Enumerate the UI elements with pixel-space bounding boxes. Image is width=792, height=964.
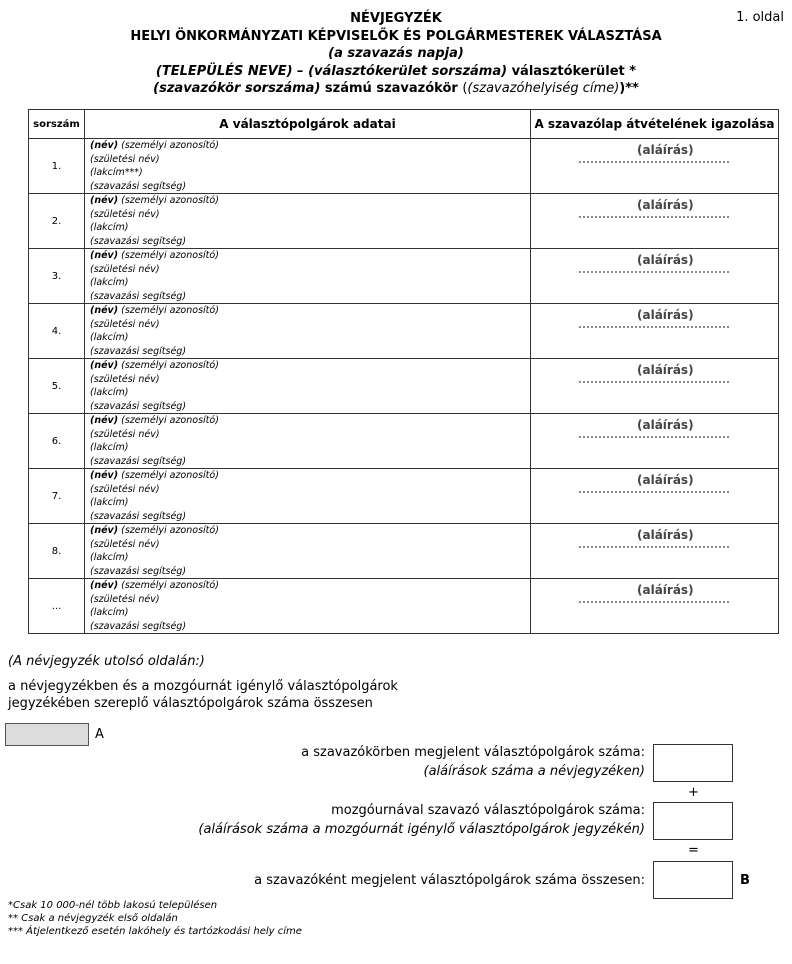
voter-id: (személyi azonosító): [118, 195, 219, 206]
voter-birth-name: (születési név): [90, 263, 160, 275]
voter-name: (név): [90, 305, 119, 316]
voter-name-line: [90, 524, 530, 538]
table-row: [29, 469, 779, 524]
mobile-ballot-label: mozgóurnával szavazó választópolgárok száma:: [331, 803, 645, 818]
voter-birth-name: (születési név): [90, 153, 160, 165]
table-row: [29, 249, 779, 304]
address-close: )**: [619, 81, 639, 96]
signature-line: [579, 216, 729, 218]
row-number: 5.: [29, 359, 85, 414]
equals-sign: =: [688, 843, 699, 858]
voter-name: (név): [90, 195, 119, 206]
voter-address: (lakcím): [90, 387, 129, 398]
voter-data-cell: [85, 139, 531, 194]
row-number: 3.: [29, 249, 85, 304]
table-row: [29, 524, 779, 579]
voter-birth-name: (születési név): [90, 208, 160, 220]
voter-id: (személyi azonosító): [118, 140, 219, 151]
voter-address: (lakcím): [90, 497, 129, 508]
voter-address: (lakcím***): [90, 167, 143, 178]
voter-birth-name: (születési név): [90, 483, 160, 495]
table-row: [29, 194, 779, 249]
voter-name-line: [90, 414, 530, 428]
voter-birth-name: (születési név): [90, 428, 160, 440]
document-header: [0, 10, 792, 98]
voter-assistance: (szavazási segítség): [90, 510, 187, 522]
row-number: 1.: [29, 139, 85, 194]
signature-label: (aláírás): [637, 583, 694, 597]
signature-cell[interactable]: [531, 249, 779, 304]
voter-id: (személyi azonosító): [118, 470, 219, 481]
voter-assistance: (szavazási segítség): [90, 455, 187, 467]
voter-birth-name: (születési név): [90, 373, 160, 385]
voter-id: (személyi azonosító): [118, 360, 219, 371]
mobile-count-box[interactable]: [653, 802, 733, 840]
signature-cell[interactable]: [531, 469, 779, 524]
label-b: B: [740, 873, 750, 888]
station-address: (szavazóhelyiség címe): [467, 81, 620, 96]
station-number: (szavazókör sorszáma): [153, 81, 321, 96]
row-number: ...: [29, 579, 85, 634]
voter-name-line: [90, 579, 530, 593]
voter-name: (név): [90, 360, 119, 371]
total-text-line2: jegyzékében szereplő választópolgárok száma összesen: [8, 696, 373, 711]
total-text-line1: a névjegyzékben és a mozgóurnát igénylő választópolgárok: [8, 679, 398, 694]
signature-cell[interactable]: [531, 579, 779, 634]
signature-line: [579, 546, 729, 548]
voter-assistance: (szavazási segítség): [90, 620, 187, 632]
signature-line: [579, 161, 729, 163]
voter-data-cell: [85, 249, 531, 304]
voter-name: (név): [90, 140, 119, 151]
signature-cell[interactable]: [531, 359, 779, 414]
table-row: [29, 579, 779, 634]
signature-line: [579, 326, 729, 328]
mobile-ballot-sublabel: (aláírások száma a mozgóurnát igénylő választópolgárok jegyzékén): [198, 822, 645, 837]
label-a: A: [95, 727, 104, 742]
voter-name: (név): [90, 415, 119, 426]
voter-name-line: [90, 139, 530, 153]
signature-label: (aláírás): [637, 418, 694, 432]
voter-name-line: [90, 194, 530, 208]
signature-cell[interactable]: [531, 414, 779, 469]
voter-address: (lakcím): [90, 332, 129, 343]
voter-id: (személyi azonosító): [118, 305, 219, 316]
table-row: [29, 359, 779, 414]
table-header-row: [29, 110, 779, 139]
voter-name-line: [90, 359, 530, 373]
row-number: 8.: [29, 524, 85, 579]
voter-name: (név): [90, 525, 119, 536]
voter-birth-name: (születési név): [90, 318, 160, 330]
polling-station-line: [0, 80, 792, 98]
total-appeared-label: a szavazóként megjelent választópolgárok száma összesen:: [254, 873, 645, 888]
row-number: 2.: [29, 194, 85, 249]
voter-name: (név): [90, 580, 119, 591]
voter-assistance: (szavazási segítség): [90, 400, 187, 412]
voter-name: (név): [90, 250, 119, 261]
signature-label: (aláírás): [637, 473, 694, 487]
voter-id: (személyi azonosító): [118, 580, 219, 591]
total-appeared-box[interactable]: [653, 861, 733, 899]
election-date: (a szavazás napja): [328, 46, 464, 61]
row-number: 6.: [29, 414, 85, 469]
appeared-sublabel: (aláírások száma a névjegyzéken): [423, 764, 645, 779]
voter-id: (személyi azonosító): [118, 525, 219, 536]
voter-name-line: [90, 249, 530, 263]
signature-cell[interactable]: [531, 524, 779, 579]
signature-cell[interactable]: [531, 194, 779, 249]
voter-data-cell: [85, 469, 531, 524]
column-header-signature: A szavazólap átvételének igazolása: [531, 110, 779, 139]
voter-address: (lakcím): [90, 442, 129, 453]
voter-assistance: (szavazási segítség): [90, 565, 187, 577]
voter-name-line: [90, 304, 530, 318]
signature-cell[interactable]: [531, 139, 779, 194]
signature-label: (aláírás): [637, 363, 694, 377]
voter-data-cell: [85, 194, 531, 249]
voter-data-cell: [85, 524, 531, 579]
table-row: [29, 414, 779, 469]
signature-label: (aláírás): [637, 143, 694, 157]
voter-address: (lakcím): [90, 552, 129, 563]
footnote-2: ** Csak a névjegyzék első oldalán: [8, 913, 178, 924]
voter-name-line: [90, 469, 530, 483]
voter-address: (lakcím): [90, 277, 129, 288]
plus-sign: +: [688, 785, 699, 800]
voter-data-cell: [85, 304, 531, 359]
signature-cell[interactable]: [531, 304, 779, 359]
row-number: 4.: [29, 304, 85, 359]
total-registered-box[interactable]: [5, 723, 89, 746]
voter-register-table: [28, 109, 779, 634]
voter-data-cell: [85, 414, 531, 469]
election-title: HELYI ÖNKORMÁNYZATI KÉPVISELŐK ÉS POLGÁRMESTEREK VÁLASZTÁSA: [130, 28, 662, 44]
voter-address: (lakcím): [90, 607, 129, 618]
voter-assistance: (szavazási segítség): [90, 180, 187, 192]
voter-data-cell: [85, 359, 531, 414]
voter-id: (személyi azonosító): [118, 250, 219, 261]
voter-assistance: (szavazási segítség): [90, 235, 187, 247]
voter-assistance: (szavazási segítség): [90, 345, 187, 357]
address-open: (: [462, 81, 468, 96]
signature-line: [579, 491, 729, 493]
column-header-voter-data: A választópolgárok adatai: [85, 110, 531, 139]
voter-assistance: (szavazási segítség): [90, 290, 187, 302]
signature-line: [579, 271, 729, 273]
footnote-3: *** Átjelentkező esetén lakóhely és tartózkodási hely címe: [8, 926, 302, 937]
voter-data-cell: [85, 579, 531, 634]
last-page-note: (A névjegyzék utolsó oldalán:): [8, 654, 205, 669]
voter-name: (név): [90, 470, 119, 481]
station-label: számú szavazókör: [320, 81, 463, 96]
row-number: 7.: [29, 469, 85, 524]
appeared-label: a szavazókörben megjelent választópolgárok száma:: [301, 745, 645, 760]
signature-line: [579, 436, 729, 438]
footnote-1: *Csak 10 000-nél több lakosú településen: [8, 900, 218, 911]
signature-label: (aláírás): [637, 528, 694, 542]
district-line: [0, 63, 792, 81]
table-row: [29, 304, 779, 359]
signature-label: (aláírás): [637, 308, 694, 322]
appeared-count-box[interactable]: [653, 744, 733, 782]
voter-birth-name: (születési név): [90, 593, 160, 605]
district-name: (TELEPÜLÉS NEVE) – (választókerület sorszáma): [155, 63, 508, 79]
signature-line: [579, 601, 729, 603]
document-title: NÉVJEGYZÉK: [350, 11, 442, 26]
voter-address: (lakcím): [90, 222, 129, 233]
signature-label: (aláírás): [637, 198, 694, 212]
district-suffix: választókerület *: [507, 63, 637, 79]
page-number: 1. oldal: [736, 10, 784, 25]
column-header-number: sorszám: [29, 110, 85, 139]
footnotes: [8, 899, 302, 938]
voter-id: (személyi azonosító): [118, 415, 219, 426]
signature-label: (aláírás): [637, 253, 694, 267]
signature-line: [579, 381, 729, 383]
table-row: [29, 139, 779, 194]
voter-birth-name: (születési név): [90, 538, 160, 550]
